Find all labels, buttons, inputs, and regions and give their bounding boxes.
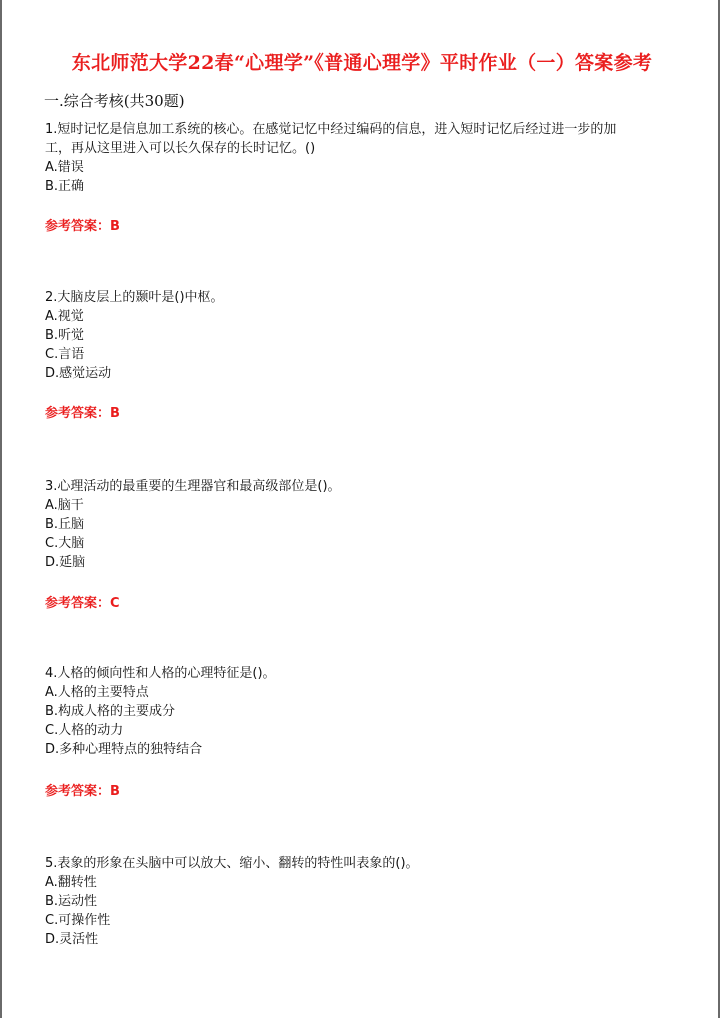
question-stem-line: 1.短时记忆是信息加工系统的核心。在感觉记忆中经过编码的信息，进入短时记忆后经过进一步的加 <box>45 122 617 137</box>
option-list <box>45 873 685 949</box>
option-b: B.正确 <box>45 179 85 194</box>
option-d: D.多种心理特点的独特结合 <box>45 742 203 757</box>
question-stem-line: 工，再从这里进入可以长久保存的长时记忆。() <box>45 141 316 156</box>
option-c: C.言语 <box>45 347 85 362</box>
option-c: C.可操作性 <box>45 913 111 928</box>
option-a: A.脑干 <box>45 498 84 513</box>
option-list <box>45 683 685 759</box>
question-1 <box>45 120 685 196</box>
section-heading: 一.综合考核(共30题) <box>44 92 185 110</box>
option-a: A.翻转性 <box>45 875 97 890</box>
option-d: D.延脑 <box>45 555 86 570</box>
option-b: B.听觉 <box>45 328 85 343</box>
option-a: A.人格的主要特点 <box>45 685 149 700</box>
question-4 <box>45 664 685 759</box>
option-a: A.错误 <box>45 160 84 175</box>
option-list <box>45 496 685 572</box>
option-c: C.人格的动力 <box>45 723 124 738</box>
option-b: B.丘脑 <box>45 517 85 532</box>
option-b: B.构成人格的主要成分 <box>45 704 176 719</box>
option-b: B.运动性 <box>45 894 98 909</box>
question-stem-line: 5.表象的形象在头脑中可以放大、缩小、翻转的特性叫表象的()。 <box>45 856 419 871</box>
question-5 <box>45 854 685 949</box>
answer-3: 参考答案：C <box>45 596 120 611</box>
answer-4: 参考答案：B <box>45 784 120 799</box>
option-list <box>45 158 685 196</box>
option-a: A.视觉 <box>45 309 84 324</box>
question-stem-line: 2.大脑皮层上的颞叶是()中枢。 <box>45 290 224 305</box>
option-c: C.大脑 <box>45 536 85 551</box>
answer-1: 参考答案：B <box>45 219 120 234</box>
option-d: D.灵活性 <box>45 932 99 947</box>
option-d: D.感觉运动 <box>45 366 112 381</box>
question-stem-line: 4.人格的倾向性和人格的心理特征是()。 <box>45 666 276 681</box>
question-3 <box>45 477 685 572</box>
option-list <box>45 307 685 383</box>
question-stem-line: 3.心理活动的最重要的生理器官和最高级部位是()。 <box>45 479 341 494</box>
question-2 <box>45 288 685 383</box>
document-title: 东北师范大学22春“心理学”《普通心理学》平时作业（一）答案参考 <box>71 52 653 74</box>
answer-2: 参考答案：B <box>45 406 120 421</box>
